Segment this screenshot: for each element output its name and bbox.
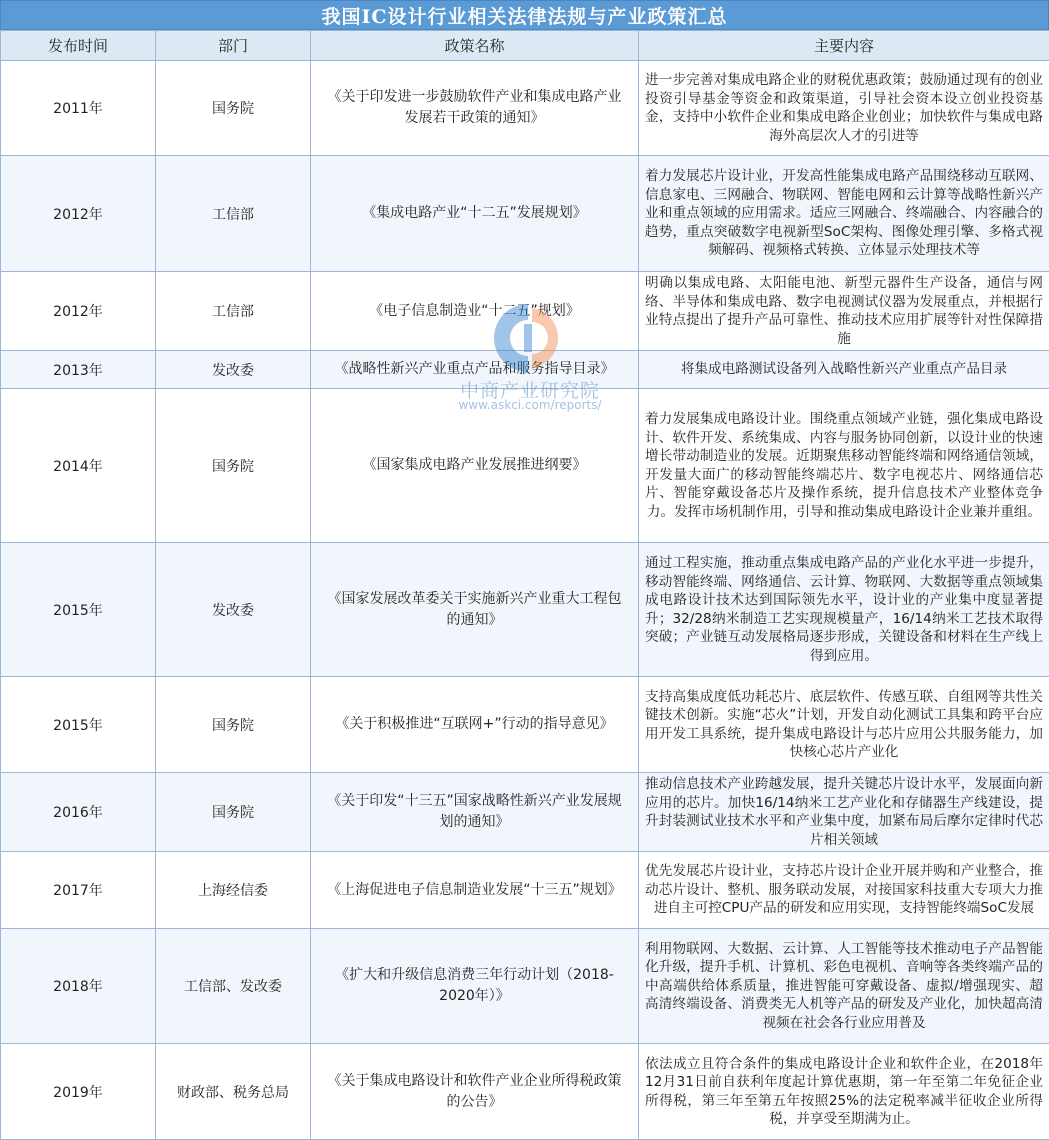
cell-date: 2019年 bbox=[1, 1044, 156, 1140]
cell-policy: 《集成电路产业“十二五”发展规划》 bbox=[311, 156, 639, 272]
cell-content: 推动信息技术产业跨越发展，提升关键芯片设计水平，发展面向新应用的芯片。加快16/14纳米工艺产业化和存储器生产线建设，提升封装测试业技术水平和产业集中度，加紧布局后摩尔定律时代芯片相关领域 bbox=[639, 773, 1049, 852]
cell-content: 进一步完善对集成电路企业的财税优惠政策；鼓励通过现有的创业投资引导基金等资金和政策渠道，引导社会资本设立创业投资基金，支持中小软件企业和集成电路企业创业；加快软件与集成电路海外高层次人才的引进等 bbox=[639, 61, 1049, 156]
cell-content: 着力发展芯片设计业，开发高性能集成电路产品围绕移动互联网、信息家电、三网融合、物联网、智能电网和云计算等战略性新兴产业和重点领域的应用需求。适应三网融合、终端融合、内容融合的趋势，重点突破数字电视新型SoC架构、图像处理引擎、多格式视频解码、视频格式转换、立体显示处理技术等 bbox=[639, 156, 1049, 272]
cell-date: 2018年 bbox=[1, 929, 156, 1044]
cell-policy: 《关于集成电路设计和软件产业企业所得税政策的公告》 bbox=[311, 1044, 639, 1140]
cell-date: 2015年 bbox=[1, 677, 156, 773]
cell-date: 2011年 bbox=[1, 61, 156, 156]
cell-content: 着力发展集成电路设计业。围绕重点领域产业链，强化集成电路设计、软件开发、系统集成、内容与服务协同创新，以设计业的快速增长带动制造业的发展。近期聚焦移动智能终端和网络通信领域，开发量大面广的移动智能终端芯片、数字电视芯片、网络通信芯片、智能穿戴设备芯片及操作系统，提升信息技术产业整体竞争力。发挥市场机制作用，引导和推动集成电路设计企业兼并重组。 bbox=[639, 389, 1049, 543]
cell-policy: 《电子信息制造业“十二五”规划》 bbox=[311, 272, 639, 351]
cell-dept: 国务院 bbox=[156, 773, 311, 852]
cell-date: 2017年 bbox=[1, 852, 156, 929]
header-row bbox=[1, 31, 1049, 61]
cell-policy: 《国家发展改革委关于实施新兴产业重大工程包的通知》 bbox=[311, 543, 639, 677]
cell-dept: 国务院 bbox=[156, 61, 311, 156]
cell-dept: 工信部、发改委 bbox=[156, 929, 311, 1044]
table-row bbox=[1, 1044, 1049, 1140]
cell-policy: 《战略性新兴产业重点产品和服务指导目录》 bbox=[311, 351, 639, 389]
cell-date: 2012年 bbox=[1, 272, 156, 351]
cell-policy: 《上海促进电子信息制造业发展“十三五”规划》 bbox=[311, 852, 639, 929]
cell-dept: 发改委 bbox=[156, 351, 311, 389]
cell-dept: 国务院 bbox=[156, 389, 311, 543]
header-dept: 部门 bbox=[156, 31, 311, 61]
table-row bbox=[1, 156, 1049, 272]
cell-dept: 工信部 bbox=[156, 156, 311, 272]
table-row bbox=[1, 389, 1049, 543]
cell-dept: 发改委 bbox=[156, 543, 311, 677]
cell-policy: 《国家集成电路产业发展推进纲要》 bbox=[311, 389, 639, 543]
cell-policy: 《关于印发“十三五”国家战略性新兴产业发展规划的通知》 bbox=[311, 773, 639, 852]
table-row bbox=[1, 929, 1049, 1044]
table-row bbox=[1, 351, 1049, 389]
cell-content: 利用物联网、大数据、云计算、人工智能等技术推动电子产品智能化升级，提升手机、计算机、彩色电视机、音响等各类终端产品的中高端供给体系质量，推进智能可穿戴设备、虚拟/增强现实、超高清终端设备、消费类无人机等产品的研发及产业化，加快超高清视频在社会各行业应用普及 bbox=[639, 929, 1049, 1044]
cell-content: 通过工程实施，推动重点集成电路产品的产业化水平进一步提升，移动智能终端、网络通信、云计算、物联网、大数据等重点领域集成电路设计技术达到国际领先水平，设计业的产业集中度显著提升；32/28纳米制造工艺实现规模量产，16/14纳米工艺技术取得突破；产业链互动发展格局逐步形成，关键设备和材料在生产线上得到应用。 bbox=[639, 543, 1049, 677]
table-row bbox=[1, 773, 1049, 852]
cell-policy: 《扩大和升级信息消费三年行动计划（2018-2020年）》 bbox=[311, 929, 639, 1044]
cell-content: 依法成立且符合条件的集成电路设计企业和软件企业，在2018年12月31日前自获利年度起计算优惠期，第一年至第二年免征企业所得税，第三年至第五年按照25%的法定税率减半征收企业所得税，并享受至期满为止。 bbox=[639, 1044, 1049, 1140]
cell-date: 2013年 bbox=[1, 351, 156, 389]
cell-date: 2014年 bbox=[1, 389, 156, 543]
cell-policy: 《关于积极推进“互联网+”行动的指导意见》 bbox=[311, 677, 639, 773]
table-title: 我国IC设计行业相关法律法规与产业政策汇总 bbox=[0, 0, 1049, 30]
cell-dept: 工信部 bbox=[156, 272, 311, 351]
table-row bbox=[1, 543, 1049, 677]
cell-content: 将集成电路测试设备列入战略性新兴产业重点产品目录 bbox=[639, 351, 1049, 389]
cell-content: 明确以集成电路、太阳能电池、新型元器件生产设备，通信与网络、半导体和集成电路、数字电视测试仪器为发展重点，并根据行业特点提出了提升产品可靠性、推动技术应用扩展等针对性保障措施 bbox=[639, 272, 1049, 351]
table-row bbox=[1, 852, 1049, 929]
cell-date: 2016年 bbox=[1, 773, 156, 852]
header-policy: 政策名称 bbox=[311, 31, 639, 61]
cell-content: 优先发展芯片设计业，支持芯片设计企业开展并购和产业整合，推动芯片设计、整机、服务联动发展，对接国家科技重大专项大力推进自主可控CPU产品的研发和应用实现，支持智能终端SoC发展 bbox=[639, 852, 1049, 929]
cell-date: 2012年 bbox=[1, 156, 156, 272]
cell-policy: 《关于印发进一步鼓励软件产业和集成电路产业发展若干政策的通知》 bbox=[311, 61, 639, 156]
cell-dept: 国务院 bbox=[156, 677, 311, 773]
cell-date: 2015年 bbox=[1, 543, 156, 677]
policy-table bbox=[0, 30, 1049, 1140]
table-row bbox=[1, 272, 1049, 351]
watermark-name: 中商产业研究院 bbox=[440, 376, 620, 403]
header-content: 主要内容 bbox=[639, 31, 1049, 61]
cell-dept: 上海经信委 bbox=[156, 852, 311, 929]
header-date: 发布时间 bbox=[1, 31, 156, 61]
watermark-url: www.askci.com/reports/ bbox=[430, 398, 630, 412]
table-row bbox=[1, 677, 1049, 773]
cell-dept: 财政部、税务总局 bbox=[156, 1044, 311, 1140]
cell-content: 支持高集成度低功耗芯片、底层软件、传感互联、自组网等共性关键技术创新。实施“芯火”计划，开发自动化测试工具集和跨平台应用开发工具系统，提升集成电路设计与芯片应用公共服务能力，加快核心芯片产业化 bbox=[639, 677, 1049, 773]
table-row bbox=[1, 61, 1049, 156]
